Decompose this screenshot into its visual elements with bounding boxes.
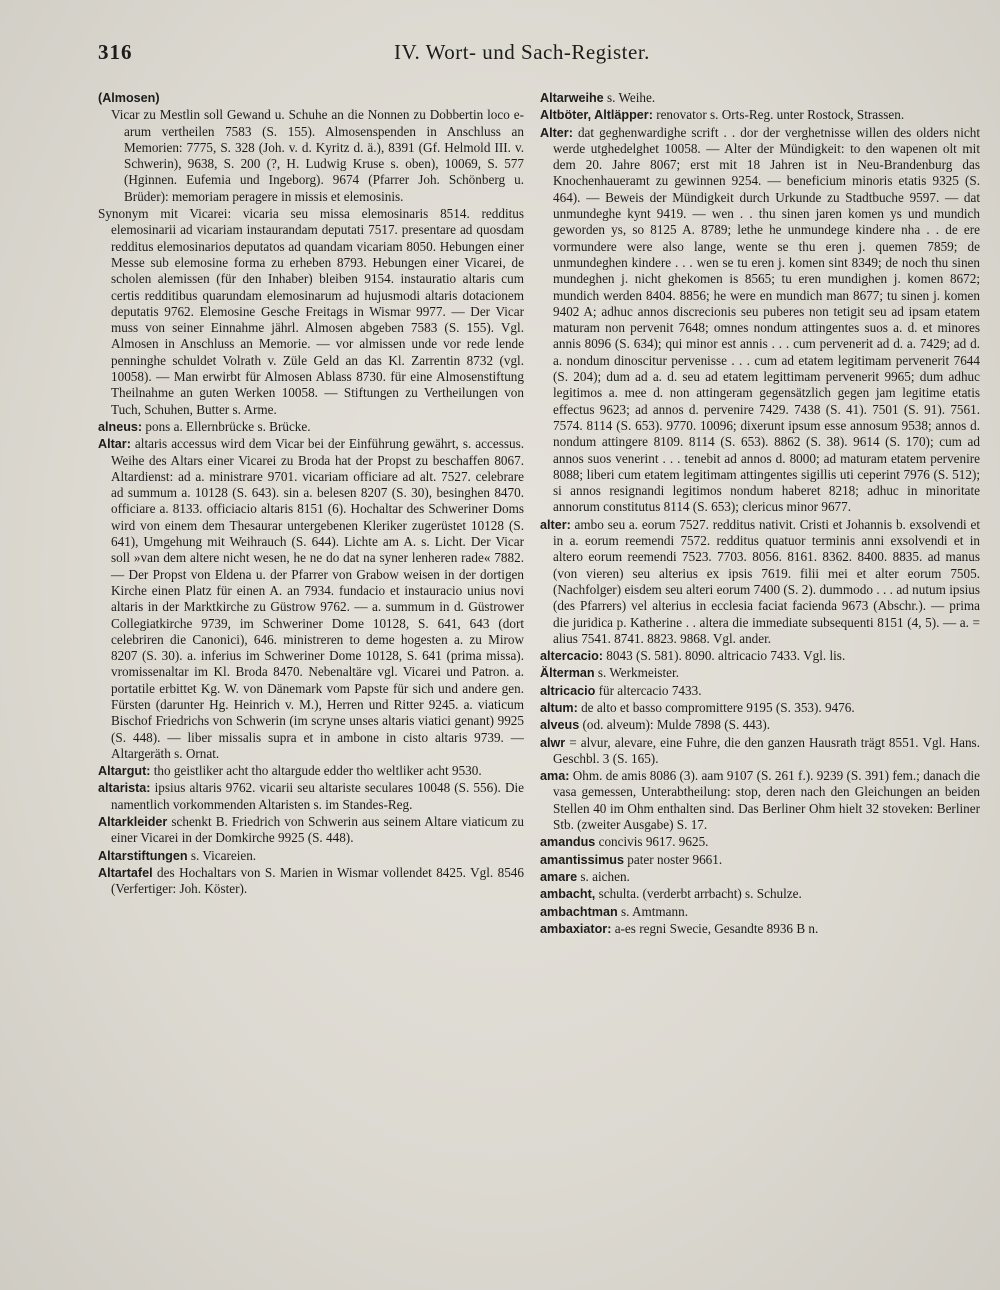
headword: altercacio: xyxy=(540,649,603,664)
entry-text: Ohm. de amis 8086 (3). aam 9107 (S. 261 f.). 9239 (S. 391) fem.; danach die vasa gemessen, Unterabtheilung: stop, deren nach den Gleichungen an beiden Stellen 40 im Ohm enthalten sind. Das Berliner Ohm hielt 32 stoveken: Berliner Stb. (zweiter Ausgabe) S. 17. xyxy=(553,768,980,833)
headword: alveus xyxy=(540,718,580,733)
index-entry-alveus xyxy=(540,717,980,733)
entry-text: = alvur, alevare, eine Fuhre, die den ganzen Hausrath trägt 8551. Vgl. Hans. Geschbl. 3 (S. 165). xyxy=(553,734,980,766)
right-column xyxy=(540,90,980,938)
entry-text: s. aichen. xyxy=(577,868,630,884)
index-entry-altarkleider xyxy=(98,814,524,847)
entry-text: für altercacio 7433. xyxy=(595,682,702,698)
entry-text: pater noster 9661. xyxy=(624,851,723,867)
entry-text: s. Weihe. xyxy=(603,90,656,105)
headword: (Almosen) xyxy=(98,91,160,105)
index-entry-amare xyxy=(540,869,980,885)
entry-text: altaris accessus wird dem Vicar bei der Einführung gewährt, s. accessus. Weihe des Altars einer Vicarei zu Broda hat der Propst zu beschaffen 8067. Altardienst: ad a. ministrare 9701. vicariam officiare ad alt. 7527. celebrare ad summum a. 10128 (S. 643). sin a. belesen 8207 (S. 30), besinghen 8470. officiare a. 8133. officiacio altaris 8151 (6). Hochaltar des Schweriner Doms wird von einem dem Thesaurar untergebenen Kleriker zugerüstet 10128 (S. 641), Umgehung mit Weihrauch (S. 644). Lichte am A. s. Licht. Der Vicar soll »van dem altere nicht wesen, he ne do dat na syner lenheren rade« 7882. — Der Propst von Eldena u. der Pfarrer von Grabow weisen in der dortigen Kirche einen Platz für einen A. an 7934. fundacio et instauracio unius novi altaris in der Marktkirche zu Güstrow 9762. — a. summum in d. Güstrower Collegiatkirche 9739, im Schweriner Dome 10128, S. 641, 643 (dort celebriren die Canonici), 646. ministreren to deme hogesten a. zu Mirow 8207 (S. 30). a. inferius im Schweriner Dome 10128, S. 641 (prima missa). vromissenaltar im Kl. Broda 8470. Nebenaltäre vgl. Vicarei und Patron. a. portatile erbittet Kg. W. von Dänemark vom Papste für sich und andere gen. Fürsten (darunter Hg. Heinrich v. M.), Herren und Ritter 9245. a. viaticum Bischof Friedrichs von Schwerin (im scryne unses altaris viatici genant) 9925 (S. 448). — liber missalis supra et in ambone in cisto altaris 9739. — Altargeräth s. Ornat. xyxy=(111,436,524,761)
index-entry-ambachtman xyxy=(540,904,980,920)
index-entry-altarstiftungen xyxy=(98,848,524,864)
index-entry-alter-lc xyxy=(540,517,980,647)
headword: ambacht, xyxy=(540,887,596,902)
headword: Alter: xyxy=(540,125,573,140)
index-entry-almosen-synonym xyxy=(98,206,524,418)
headword: amantissimus xyxy=(540,852,624,867)
headword: Altargut: xyxy=(98,764,151,779)
headword: alneus: xyxy=(98,419,143,434)
headword: ama: xyxy=(540,769,570,784)
entry-text: s. Amtmann. xyxy=(617,903,689,919)
entry-text: renovator s. Orts-Reg. unter Rostock, Strassen. xyxy=(652,107,905,123)
running-title: IV. Wort- und Sach-Register. xyxy=(394,40,650,64)
headword: altricacio xyxy=(540,683,596,698)
entry-text: tho geistliker acht tho altargude edder tho weltliker acht 9530. xyxy=(150,763,482,779)
page-header xyxy=(98,40,978,74)
index-entry-almosen xyxy=(98,90,524,106)
index-entry-altercacio xyxy=(540,648,980,664)
headword: Altarstiftungen xyxy=(98,848,188,863)
index-entry-altar xyxy=(98,436,524,762)
headword: amare xyxy=(540,869,578,884)
headword: ambaxiator: xyxy=(540,921,612,936)
entry-text: s. Werkmeister. xyxy=(594,665,679,681)
entry-text: pons a. Ellernbrücke s. Brücke. xyxy=(142,418,311,434)
index-entry-altboeter xyxy=(540,107,980,123)
index-entry-ambaxiator xyxy=(540,921,980,937)
index-entry-amantissimus xyxy=(540,852,980,868)
headword: Altarkleider xyxy=(98,815,168,830)
index-entry-alter xyxy=(540,125,980,516)
index-entry-altricacio xyxy=(540,683,980,699)
index-entry-alneus xyxy=(98,419,524,435)
index-entry-almosen-body xyxy=(111,107,524,205)
index-entry-alwr xyxy=(540,735,980,768)
entry-text: schenkt B. Friedrich von Schwerin aus seinem Altare viaticum zu einer Vicarei in der Domkirche 9925 (S. 448). xyxy=(111,814,524,846)
entry-text: ambo seu a. eorum 7527. redditus nativit. Cristi et Johannis b. exsolvendi et in a. eorum reemendi 7572. redditus quatuor terminis anni exsolvendi et in altero eorum reemendi 7523. 7703. 8056. 8161. 8362. 8400. 8835. ad manus (von vieren) seu alterius ex ipsis 7619. filii mei et alter eorum 7505. (Nachfolger) eisdem seu alteri eorum 7400 (S. 2). dummodo . . . ad nutum ipsius (des Pfarrers) vel alterius in ecclesia faciat facienda 9673 (Abschr.). — prima die juridica p. Katherine . . altera die immediate subsequenti 8151 (4, 5). — a. = alius 7541. 8741. 8823. 9868. Vgl. ander. xyxy=(553,516,980,646)
index-entry-altarista xyxy=(98,780,524,813)
entry-text: schulta. (verderbt arrbacht) s. Schulze. xyxy=(595,886,802,902)
page-number: 316 xyxy=(98,40,133,64)
left-column xyxy=(98,90,524,899)
entry-text: a-es regni Swecie, Gesandte 8936 B n. xyxy=(611,920,819,936)
index-entry-amandus xyxy=(540,834,980,850)
headword: altarista: xyxy=(98,781,151,796)
entry-text: dat geghenwardighe scrift . . dor der verghetnisse willen des olders nicht werde utghedelghet 10058. — Alter der Mündigkeit: to den wapenen olt mit dem 20. Jahre 8067; erst mit 18 Jahren ist in Neu-Brandenburg das Knochenhaueramt zu gewinnen 9254. — beneficium minoris etatis 9325 (S. 464). — Beweis der Mündigkeit durch Urkunde zu Stadtbuche 9597. — dat unmundeghe kynt 9419. — wen . . thu sinen jaren komen ys und mundich geworden ys, so 8125 A. 8789; lethe he unmundege kindere nha . . de ere vormundere were also lange, wente se thu eren j. quemen 7859; de unmundeghen kindere . . . wen se tu eren j. komen sint 8349; de noch thu sinen mundeghen j. nicht ghekomen is 8565; tu eren mundighen j. komen 8672; mundich werden 8404. 8856; he were en mundich man 8677; tu sinen j. komen 9402 A; adhuc annos discrecionis seu puberes non tetigit seu ad ipsam etatem maturam non pervenit 7648; omnes nondum attingentes suos a. d. et minores annis 8096 (S. 634); qui minor est annis . . . cum pervenerit ad d. a. 7429; ad d. a. nondum dinoscitur pervenisse . . . cum ad etatem legitimam pervenerit 7644 (S. 204); dum ad a. d. seu ad etatem legittimam pervenerit 9965; dum adhuc legitimos a. mee d. non attingeram gegensätzlich gegen jam legitime etatis effectus 9623; ad annos d. pervenire 7429. 7438 (S. 41). 7501 (S. 91). 7561. 7574. 8114 (S. 653). 9770. 10096; dixerunt ipsum esse annosum 9538; annos d. nondum attingere 8109. 8114 (S. 653). 8862 (S. 38). 9614 (S. 170); cum ad annos suos venerint . . . tenebit ad annos d. 8000; ad maturam etatem pervenire 8088; liberi cum etatem legitimam attingentes sigillis uti ceperint 7976 (S. 512); si annos resignandi legitimos nondum haberet 8218; adhuc in minoritate annorum constitutus 8114 (S. 653); clericus minor 9677. xyxy=(553,124,980,515)
index-entry-alterman xyxy=(540,665,980,681)
entry-text: ipsius altaris 9762. vicarii seu altariste seculares 10048 (S. 556). Die namentlich vorkommenden Altaristen s. im Standes-Reg. xyxy=(111,780,524,812)
entry-text: Vicar zu Mestlin soll Gewand u. Schuhe an die Nonnen zu Dobbertin loco e-arum vertheilen 7583 (S. 155). Almosenspenden in Anschluss an Memorien: 7775, S. 328 (Joh. v. d. Kyritz d. ä.), 8391 (Gf. Helmold III. v. Schwerin), 9638, S. 200 (?, H. Ludwig Kruse s. oben), 10069, S. 577 (Hginnen. Eufemia und Ingeborg). 9674 (Pfarrer Joh. Schönberg u. Brüder): memoriam peragere in missis et elemosinis. xyxy=(111,107,524,204)
headword: amandus xyxy=(540,835,596,850)
entry-text: Synonym mit Vicarei: vicaria seu missa elemosinaris 8514. redditus elemosinarii ad vicariam instaurandam deputati 7517. presentare ad quosdam redditus elemosinarios deputatos ad quandam vicariam 8050. Hebungen einer Messe sub elemosine forma zu erheben 8793. Hebungen einer Vicarei, de scholen alemissen (für den Inhaber) bleiben 9154. instauratio altaris cum certis redditibus quarundam elemosinarum ad hujusmodi altaris dotacionem deputatis 9762. Elemosine Gesche Freitags in Wismar 9977. — Der Vicar muss von seiner Einnahme jährl. Almosen abgeben 7583 (S. 155). Vgl. Almosen in Anschluss an Memorie. — vor almissen unde vor rede lende penninghe schuldet Volrath v. Züle Geld an das Kl. Zarrentin 8732 (vgl. 10058). — Man erwirbt für Almosen Ablass 8730. für eine Almosenstiftung Theilnahme an guten Werken 10058. — Stiftungen zu Vertheilungen von Tuch, Schuhen, Butter s. Arme. xyxy=(98,206,524,417)
index-entry-ama xyxy=(540,768,980,833)
headword: ambachtman xyxy=(540,904,618,919)
index-entry-altarweihe xyxy=(540,90,980,106)
index-entry-altargut xyxy=(98,763,524,779)
headword: Altar: xyxy=(98,437,131,452)
headword: Älterman xyxy=(540,666,595,681)
headword: alter: xyxy=(540,517,571,532)
entry-text: concivis 9617. 9625. xyxy=(595,834,709,850)
headword: Altböter, Altläpper: xyxy=(540,108,653,123)
entry-text: 8043 (S. 581). 8090. altricacio 7433. Vgl. lis. xyxy=(603,648,846,664)
headword: Altarweihe xyxy=(540,91,604,105)
index-entry-altum xyxy=(540,700,980,716)
headword: altum: xyxy=(540,700,578,715)
index-entry-altartafel xyxy=(98,865,524,898)
headword: Altartafel xyxy=(98,865,153,880)
headword: alwr xyxy=(540,735,566,750)
index-entry-ambacht xyxy=(540,886,980,902)
entry-text: des Hochaltars von S. Marien in Wismar vollendet 8425. Vgl. 8546 (Verfertiger: Joh. Köster). xyxy=(111,864,524,897)
entry-text: (od. alveum): Mulde 7898 (S. 443). xyxy=(579,717,771,733)
entry-text: de alto et basso compromittere 9195 (S. 353). 9476. xyxy=(577,699,855,715)
entry-text: s. Vicareien. xyxy=(187,847,257,863)
